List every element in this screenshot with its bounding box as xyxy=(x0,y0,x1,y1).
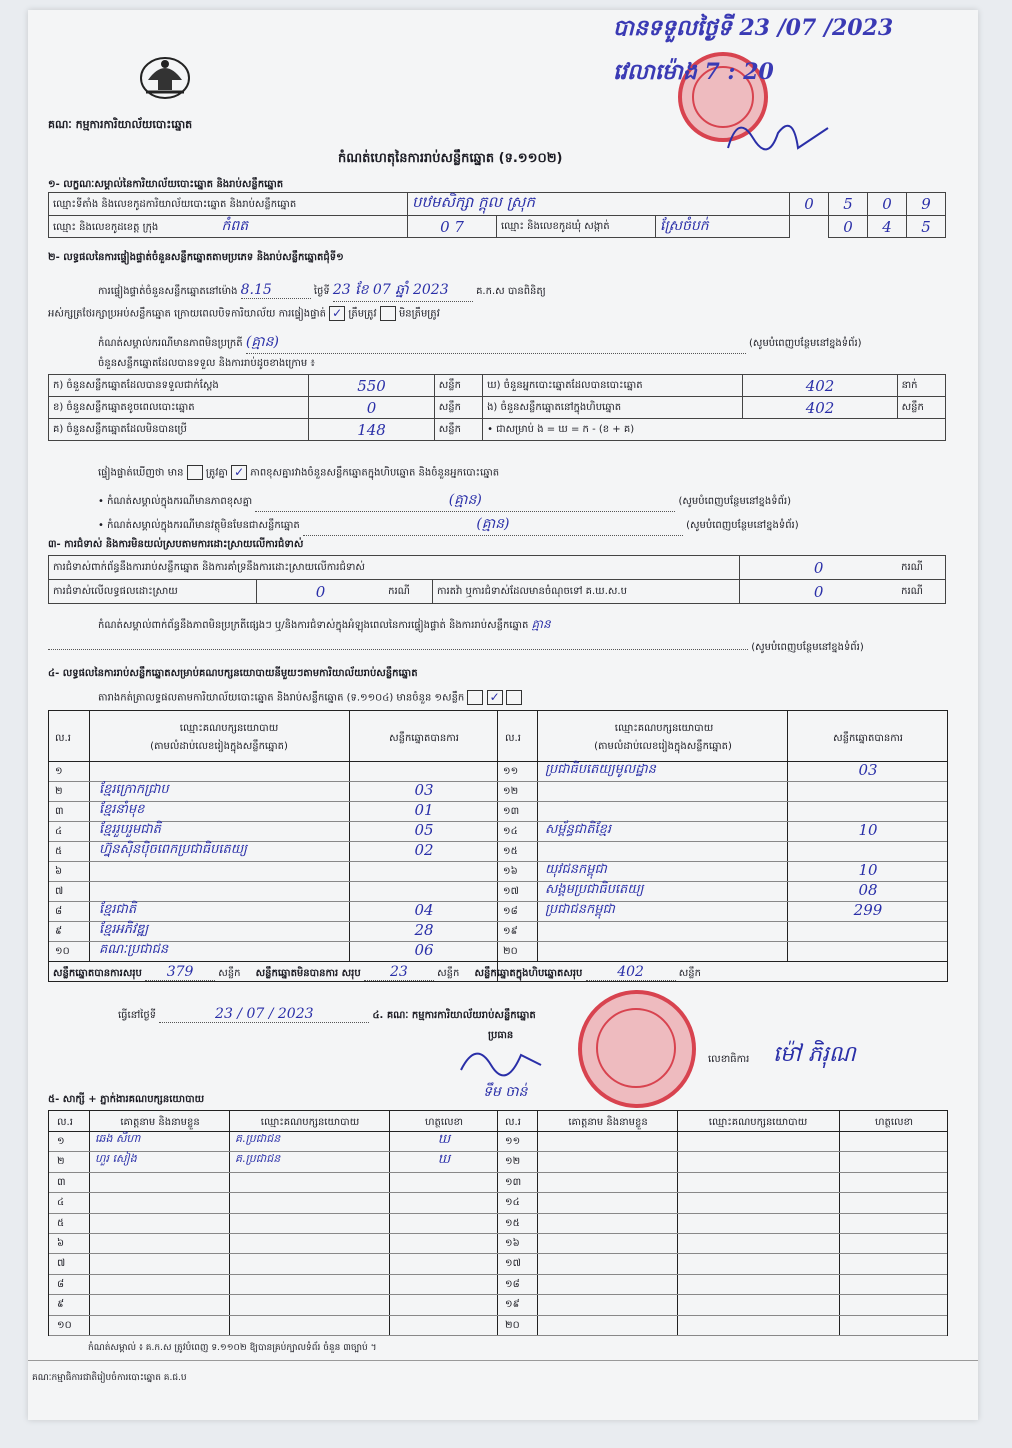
section3-note-value: គ្មាន xyxy=(531,617,551,631)
row-divider xyxy=(497,1315,947,1316)
witness-row-number: ១៩ xyxy=(505,1299,520,1311)
code-digit-3: 0 xyxy=(868,193,907,216)
row-divider xyxy=(49,1253,497,1254)
objection-value: 0 xyxy=(740,556,897,580)
secretary-name: ម៉ៅ ភិរុណ xyxy=(773,1042,856,1067)
time-value: 8.15 xyxy=(241,282,311,299)
party-votes: 05 xyxy=(414,821,434,839)
col-party-right: ឈ្មោះគណបក្សនយោបាយ xyxy=(614,723,714,734)
row-divider xyxy=(49,1315,497,1316)
w-col-sign-right: ហត្ថលេខា xyxy=(874,1117,914,1128)
objection-table xyxy=(48,555,946,604)
commune-digit-2: 4 xyxy=(868,216,907,238)
witness-row-number: ១៤ xyxy=(505,1197,520,1209)
witness-name: ឆេង សីហា xyxy=(95,1132,141,1145)
witness-row-number: ១៧ xyxy=(505,1258,521,1270)
party-votes: 10 xyxy=(858,821,878,839)
witness-row-number: ១៣ xyxy=(505,1176,522,1188)
row-divider xyxy=(49,861,497,862)
code-digit-4: 9 xyxy=(907,193,946,216)
party-row-number: ១៨ xyxy=(503,906,518,917)
row-divider xyxy=(497,801,947,802)
col-party-sub-left: (តាមលំដាប់លេខរៀងក្នុងសន្លឹកឆ្នោត) xyxy=(150,741,288,752)
complaint-label: ការតវ៉ា ឬការជំទាស់ដែលមានចំណុចទៅ គ.ឃ.ស.ប xyxy=(432,580,739,604)
total-invalid-value: 23 xyxy=(364,964,434,981)
w-col-no-right: ល.រ xyxy=(505,1117,521,1128)
chief-name: ទឹម ចាន់ xyxy=(483,1084,528,1100)
row-divider xyxy=(497,1192,947,1193)
match-yes-checkbox: ✓ xyxy=(231,465,247,480)
chief-signature xyxy=(456,1040,546,1080)
party-name: យុវជនកម្ពុជា xyxy=(545,862,607,877)
party-row-number: ១២ xyxy=(503,786,519,797)
resolution-label: ការជំទាស់លើលទ្ធផលដោះស្រាយ xyxy=(49,580,257,604)
received-time: វេលាម៉ោង 7 : 20 xyxy=(613,59,774,85)
diff1-line: • កំណត់សម្គាល់ក្នុងករណីមានភាពខុសគ្នា (គ្មាន) (សូមបំពេញបន្ថែមនៅខ្នងទំព័រ) xyxy=(98,490,791,512)
party-name: ខ្មែរជាតិ xyxy=(99,902,137,917)
row-e-value: 402 xyxy=(743,397,897,419)
witness-party: គ.ប្រជាជន xyxy=(235,1132,281,1145)
party-name: ខ្មែររួបរួមជាតិ xyxy=(99,822,161,837)
witness-row-number: ១៨ xyxy=(505,1278,520,1290)
row-divider xyxy=(497,1274,947,1275)
section1-table xyxy=(48,192,946,238)
formula: • ជាសម្រាប់ ង = ឃ = ក - (ខ + គ) xyxy=(483,419,946,441)
row-d-unit: នាក់ xyxy=(897,375,945,397)
party-votes: 04 xyxy=(414,901,434,919)
party-name: ហ្វ៊ុនស៊ិនប៉ិចពេកប្រជាធិបតេយ្យ xyxy=(99,842,248,857)
objection-unit: ករណី xyxy=(897,556,945,580)
party-row-number: ១៤ xyxy=(503,826,518,837)
witness-row-number: ៤ xyxy=(57,1197,65,1209)
party-row-number: ១០ xyxy=(55,946,70,957)
form-title: កំណត់ហេតុនៃការរាប់សន្លឹកឆ្នោត (ទ.១១០២) xyxy=(338,151,563,166)
witness-row-number: ២០ xyxy=(505,1319,520,1331)
section4-title: ៤- លទ្ធផលនៃការរាប់សន្លឹកឆ្នោតសម្រាប់គណបក្សនយោបាយនីមួយៗតាមការិយាល័យរាប់សន្លឹកឆ្នោត xyxy=(48,668,418,679)
diff2-line: • កំណត់សម្គាល់ក្នុងករណីមានវត្ថុមិនមែនជាសន្លឹកឆ្នោត (គ្មាន) (សូមបំពេញបន្ថែមនៅខ្នងទំព័រ) xyxy=(98,514,799,536)
section2-title: ២- លទ្ធផលនៃការផ្ទៀងផ្ទាត់ចំនួនសន្លឹកឆ្នោតតាមប្រភេទ និងរាប់សន្លឹកឆ្នោតជុំទី១ xyxy=(48,252,344,263)
party-row-number: ៤ xyxy=(55,826,63,837)
section5-title: ៥- សាក្សី + ភ្នាក់ងារគណបក្សនយោបាយ xyxy=(48,1094,205,1105)
row-a-value: 550 xyxy=(309,375,434,397)
party-votes: 02 xyxy=(414,841,434,859)
party-name: គណៈប្រជាជន xyxy=(99,942,169,957)
party-row-number: ១៣ xyxy=(503,806,520,817)
section3-note: កំណត់សម្គាល់ពាក់ព័ន្ធនឹងភាពមិនប្រក្រតីផ្សេងៗ ឬ/និងការជំទាស់ក្នុងអំឡុងពេលនៃការផ្ទៀងផ្ទាត់ និងការរាប់សន្លឹកឆ្នោត គ្មាន xyxy=(98,617,551,631)
total-valid-value: 379 xyxy=(145,964,215,981)
seal-ok-checkbox: ✓ xyxy=(329,306,345,321)
section3-title: ៣- ការជំទាស់ និងការមិនយល់ស្របតាមការដោះស្រាយលើការជំទាស់ xyxy=(48,539,304,550)
w-col-party-right: ឈ្មោះគណបក្សនយោបាយ xyxy=(708,1117,808,1128)
row-divider xyxy=(49,1233,497,1234)
counting-intro: ចំនួនសន្លឹកឆ្នោតដែលបានទទួល និងការរាប់ដូចខាងក្រោម ៖ xyxy=(98,358,315,369)
row-d-value: 402 xyxy=(743,375,897,397)
code-digit-2: 5 xyxy=(829,193,868,216)
row-divider xyxy=(49,1294,497,1295)
done-date-line: ធ្វើនៅថ្ងៃទី 23 / 07 / 2023 ៤. គណៈ កម្មការការិយាល័យរាប់សន្លឹកឆ្នោត xyxy=(118,1006,536,1022)
footer-text: គណៈកម្មាធិការជាតិរៀបចំការបោះឆ្នោត គ.ជ.ប xyxy=(32,1373,187,1383)
party-votes: 03 xyxy=(858,761,878,779)
row-divider xyxy=(497,1253,947,1254)
row-divider xyxy=(497,1335,947,1336)
row-b-label: ខ) ចំនួនសន្លឹកឆ្នោតខូចពេលបោះឆ្នោត xyxy=(49,397,309,419)
diff2-value: (គ្មាន) xyxy=(303,514,683,536)
party-votes: 03 xyxy=(414,781,434,799)
province-code: 0 7 xyxy=(408,216,497,238)
party-votes: 10 xyxy=(858,861,878,879)
row-divider xyxy=(497,921,947,922)
irregularity-note: កំណត់សម្គាល់ករណីមានភាពមិនប្រក្រតី (គ្មាន) (សូមបំពេញបន្ថែមនៅខ្នងទំព័រ) xyxy=(98,332,862,354)
irregularity-value: (គ្មាន) xyxy=(246,332,746,354)
receiver-signature xyxy=(718,108,838,168)
row-divider xyxy=(49,1335,497,1336)
place-label: ឈ្មោះទីតាំង និងលេខកូដការិយាល័យបោះឆ្នោត និងរាប់សន្លឹកឆ្នោត xyxy=(49,193,408,216)
resolution-value: 0 xyxy=(256,580,384,604)
witness-row-number: ៣ xyxy=(57,1176,66,1188)
match-no-checkbox xyxy=(187,465,203,480)
w-col-name-right: គោត្តនាម និងនាមខ្លួន xyxy=(568,1117,648,1128)
witness-row-number: ៩ xyxy=(57,1299,65,1311)
received-date: បានទទួលថ្ងៃទី 23 /07 /2023 xyxy=(613,15,894,41)
chief-label: ប្រធាន xyxy=(488,1030,514,1041)
secretary-label: លេខាធិការ xyxy=(708,1054,750,1065)
row-divider xyxy=(497,1233,947,1234)
party-row-number: ៥ xyxy=(55,846,63,857)
witness-table xyxy=(48,1110,948,1336)
w-col-party-left: ឈ្មោះគណបក្សនយោបាយ xyxy=(260,1117,360,1128)
row-divider xyxy=(49,1192,497,1193)
row-divider xyxy=(497,941,947,942)
party-votes: 299 xyxy=(853,901,883,919)
complaint-value: 0 xyxy=(740,580,897,604)
section3-note-suffix: (សូមបំពេញបន្ថែមនៅខ្នងទំព័រ) xyxy=(48,640,948,655)
committee-header: គណៈ កម្មការការិយាល័យបោះឆ្នោត xyxy=(48,118,193,131)
party-votes: 08 xyxy=(858,881,878,899)
party-row-number: ៣ xyxy=(55,806,64,817)
witness-name: ហួរ សៀង xyxy=(95,1152,137,1166)
party-name: ខ្មែរក្រោកជ្រាប xyxy=(99,782,169,797)
witness-row-number: ១៦ xyxy=(505,1238,520,1249)
party-row-number: ៨ xyxy=(55,906,63,917)
party-row-number: ២ xyxy=(55,786,63,797)
witness-row-number: ១៥ xyxy=(505,1217,520,1229)
party-name: សម្ព័ន្ធជាតិខ្មែរ xyxy=(545,822,612,837)
row-c-label: គ) ចំនួនសន្លឹកឆ្នោតដែលមិនបានប្រើ xyxy=(49,419,309,441)
totals-row: សន្លឹកឆ្នោតបានការសរុប 379 សន្លឹក សន្លឹកឆ្នោតមិនបានការ សរុប 23 សន្លឹក សន្លឹកឆ្នោតក្នុងហិបឆ្នោតសរុប 402 សន្លឹក xyxy=(53,964,701,980)
party-row-number: ១៩ xyxy=(503,926,518,937)
witness-signature: ឃ xyxy=(437,1152,451,1168)
party-row-number: ១៥ xyxy=(503,846,518,857)
w-col-no-left: ល.រ xyxy=(57,1117,73,1128)
row-divider xyxy=(497,1213,947,1214)
diff1-value: (គ្មាន) xyxy=(255,490,675,512)
sheet-2-checkbox: ✓ xyxy=(487,690,503,705)
commune-digit-3: 5 xyxy=(907,216,946,238)
section1-title: ១- លក្ខណៈសម្គាល់នៃការិយាល័យបោះឆ្នោត និងរាប់សន្លឹកឆ្នោត xyxy=(48,179,284,190)
party-row-number: ៧ xyxy=(55,886,64,897)
election-form-page xyxy=(28,10,978,1420)
done-date-value: 23 / 07 / 2023 xyxy=(159,1006,369,1023)
total-box-value: 402 xyxy=(586,964,676,981)
party-row-number: ៦ xyxy=(55,866,63,877)
province-value: កំពត xyxy=(221,218,249,234)
time-line: ការផ្ទៀងផ្ទាត់ចំនួនសន្លឹកឆ្នោតនៅម៉ោង 8.15 ថ្ងៃទី 23 ខែ 07 ឆ្នាំ 2023 គ.ក.ស បានពិនិត្យ xyxy=(98,280,546,302)
row-e-unit: សន្លឹក xyxy=(897,397,945,419)
province-label: ឈ្មោះ និងលេខកូដខេត្ត ក្រុង កំពត xyxy=(49,216,408,238)
row-d-label: ឃ) ចំនួនអ្នកបោះឆ្នោតដែលបានបោះឆ្នោត xyxy=(483,375,743,397)
place-value: បឋមសិក្សា ក្តុល ស្រុក xyxy=(408,193,790,216)
witness-row-number: ១ xyxy=(57,1136,65,1147)
col-no-left: ល.រ xyxy=(55,733,71,744)
row-c-unit: សន្លឹក xyxy=(434,419,482,441)
row-divider xyxy=(497,1151,947,1152)
row-divider xyxy=(49,1172,497,1173)
col-party-sub-right: (តាមលំដាប់លេខរៀងក្នុងសន្លឹកឆ្នោត) xyxy=(594,741,732,752)
commune-digit-1: 0 xyxy=(829,216,868,238)
w-col-name-left: គោត្តនាម និងនាមខ្លួន xyxy=(120,1117,200,1128)
witness-row-number: ២ xyxy=(57,1156,65,1168)
commune-label: ឈ្មោះ និងលេខកូដឃុំ សង្កាត់ xyxy=(497,216,656,238)
witness-party: គ.ប្រជាជន xyxy=(235,1152,281,1166)
date-value: 23 ខែ 07 ឆ្នាំ 2023 xyxy=(333,280,473,302)
party-votes: 28 xyxy=(414,921,434,939)
sheet-3-checkbox xyxy=(506,690,522,705)
row-divider xyxy=(497,1294,947,1295)
party-row-number: ៩ xyxy=(55,926,63,937)
col-votes-right: សន្លឹកឆ្នោតបានការ xyxy=(833,733,903,744)
emblem-icon xyxy=(136,50,194,102)
col-party-left: ឈ្មោះគណបក្សនយោបាយ xyxy=(179,723,279,734)
party-row-number: ១១ xyxy=(503,766,519,777)
commune-value: ស្រែចំបក់ xyxy=(656,216,790,238)
party-row-number: ២០ xyxy=(503,946,518,957)
objection-label: ការជំទាស់ពាក់ព័ន្ធនឹងការរាប់សន្លឹកឆ្នោត និងការគាំទ្រនឹងការដោះស្រាយលើការជំទាស់ xyxy=(49,556,740,580)
col-votes-left: សន្លឹកឆ្នោតបានការ xyxy=(389,733,459,744)
results-table xyxy=(48,710,948,982)
row-divider xyxy=(497,781,947,782)
row-c-value: 148 xyxy=(309,419,434,441)
witness-row-number: ១១ xyxy=(505,1136,521,1147)
witness-row-number: ១២ xyxy=(505,1156,521,1168)
witness-row-number: ៦ xyxy=(57,1238,65,1249)
party-votes: 01 xyxy=(414,801,434,819)
resolution-unit: ករណី xyxy=(384,580,432,604)
party-row-number: ១៦ xyxy=(503,866,518,877)
witness-signature: ឃ xyxy=(437,1132,451,1147)
seal-check-line: អស់ក្សត្រថែរក្សាប្រអប់សន្លឹកឆ្នោត ក្រោយពេលបិទការិយាល័យ ការផ្ទៀងផ្ទាត់ ✓ ត្រឹមត្រូវ មិនត្រឹមត្រូវ xyxy=(48,306,440,320)
seal-not-ok-checkbox xyxy=(380,306,396,321)
row-divider xyxy=(49,1274,497,1275)
party-name: សង្គមប្រជាធិបតេយ្យ xyxy=(545,882,644,897)
witness-row-number: ១០ xyxy=(57,1319,72,1331)
row-a-label: ក) ចំនួនសន្លឹកឆ្នោតដែលបានទទួលជាក់ស្តែង xyxy=(49,375,309,397)
sheet-1-checkbox xyxy=(467,690,483,705)
code-digit-1: 0 xyxy=(790,193,829,216)
row-b-unit: សន្លឹក xyxy=(434,397,482,419)
match-line: ផ្ទៀងផ្ទាត់ឃើញថា មាន ត្រូវគ្នា ✓ ភាពខុសគ្នារវាងចំនួនសន្លឹកឆ្នោតក្នុងហិបឆ្នោត និងចំនួនអ្នកបោះឆ្នោត xyxy=(98,465,500,479)
party-name: ខ្មែរអភិវឌ្ឍ xyxy=(99,922,149,937)
party-name: ប្រជាធិបតេយ្យមូលដ្ឋាន xyxy=(545,762,656,777)
section4-intro: តារាងកត់ត្រាលទ្ធផលតាមការិយាល័យបោះឆ្នោត និងរាប់សន្លឹកឆ្នោត (ទ.១១០៤) មានចំនួន ១សន្លឹក ✓ xyxy=(98,690,522,706)
party-votes: 06 xyxy=(414,941,434,959)
party-row-number: ១៧ xyxy=(503,886,519,897)
row-divider xyxy=(497,841,947,842)
complaint-unit: ករណី xyxy=(897,580,945,604)
party-name: ប្រជាជនកម្ពុជា xyxy=(545,902,615,917)
row-e-label: ង) ចំនួនសន្លឹកឆ្នោតនៅក្នុងហិបឆ្នោត xyxy=(483,397,743,419)
row-divider xyxy=(497,1172,947,1173)
row-divider xyxy=(49,881,497,882)
col-no-right: ល.រ xyxy=(505,733,521,744)
party-row-number: ១ xyxy=(55,766,63,777)
counting-table xyxy=(48,374,946,441)
row-a-unit: សន្លឹក xyxy=(434,375,482,397)
w-col-sign-left: ហត្ថលេខា xyxy=(424,1117,464,1128)
row-b-value: 0 xyxy=(309,397,434,419)
witness-row-number: ៥ xyxy=(57,1217,65,1229)
row-divider xyxy=(49,1213,497,1214)
party-name: ខ្មែរនាំមុខ xyxy=(99,802,145,817)
witness-row-number: ៧ xyxy=(57,1258,66,1270)
witness-row-number: ៨ xyxy=(57,1278,65,1290)
committee-seal xyxy=(578,990,696,1108)
section5-footnote: កំណត់សម្គាល់ ៖ គ.ក.ស ត្រូវបំពេញ ទ.១១០២ ឱ្យបានគ្រប់ក្បាលទំព័រ ចំនួន ៣ច្បាប់ ។ xyxy=(88,1343,377,1353)
